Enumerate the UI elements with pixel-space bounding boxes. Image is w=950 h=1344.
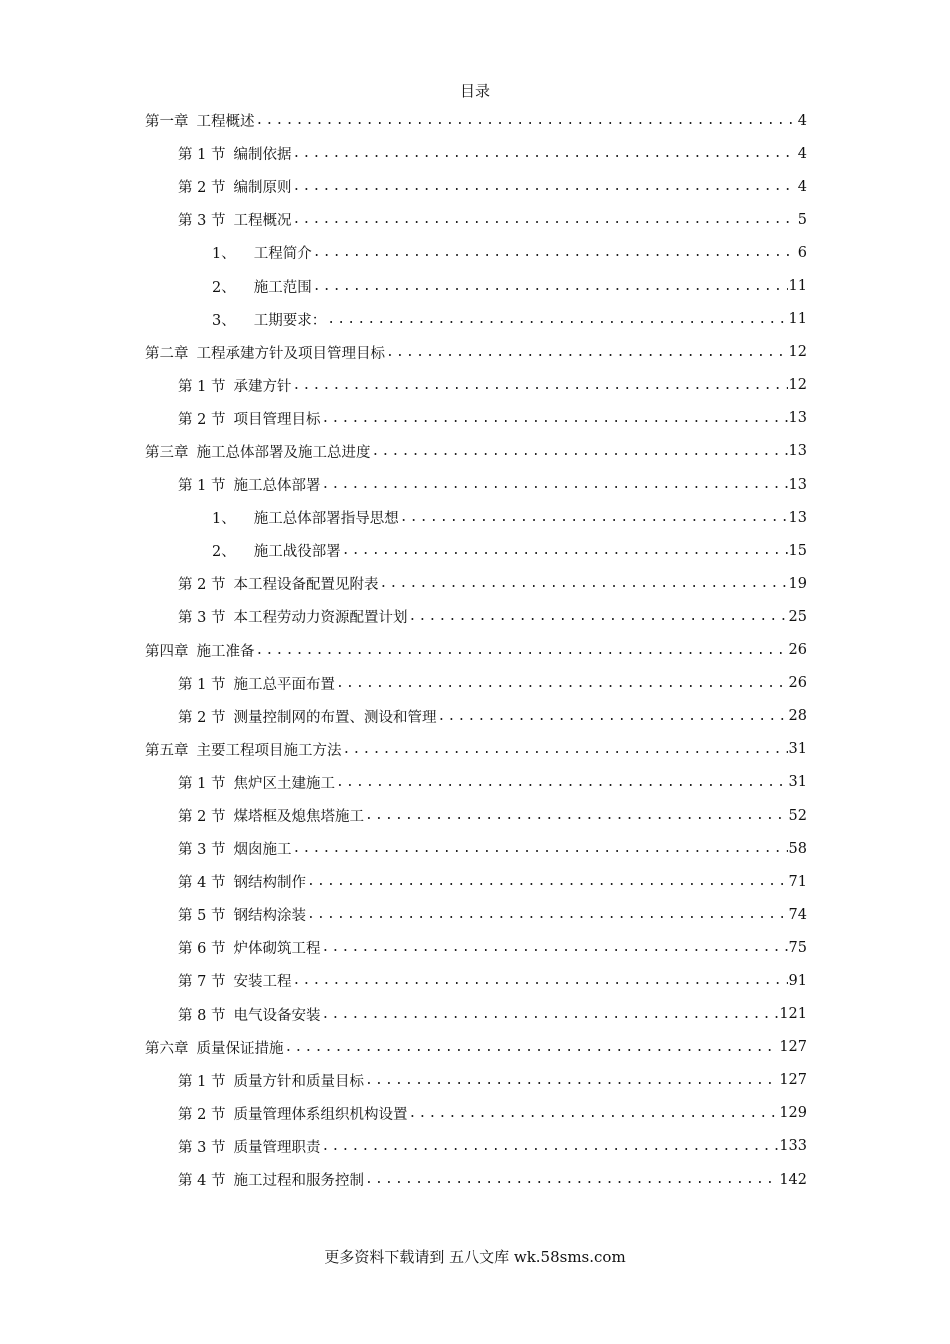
dot-leader (292, 212, 796, 227)
toc-entry-text: 施工准备 (196, 643, 255, 660)
toc-entry-label (178, 606, 407, 627)
toc-entry-text: 施工范围 (253, 279, 312, 296)
toc-entry-page-number: 11 (788, 311, 807, 328)
dot-leader (365, 1073, 778, 1088)
toc-entry-number: 2、 (212, 544, 236, 561)
toc-entry[interactable] (145, 170, 807, 203)
toc-entry-label (212, 540, 341, 561)
toc-title: 目录 (459, 82, 490, 100)
toc-entry-label (178, 904, 306, 925)
toc-entry-number: 1、 (212, 246, 236, 263)
toc-entry-number: 第 3 节 (178, 610, 226, 627)
toc-entry-page-number: 5 (797, 211, 807, 228)
toc-entry-number: 第 6 节 (178, 941, 226, 958)
toc-entry-page-number: 26 (788, 675, 807, 692)
toc-entry-page-number: 28 (788, 708, 807, 725)
toc-entry-label (178, 772, 335, 793)
toc-entry[interactable] (145, 435, 807, 468)
toc-entry-page-number: 121 (779, 1006, 807, 1023)
dot-leader (256, 113, 797, 128)
toc-entry-text: 项目管理目标 (233, 411, 321, 428)
toc-entry-text: 质量方针和质量目标 (233, 1073, 364, 1090)
toc-entry-text: 施工总平面布置 (233, 676, 335, 693)
toc-entry-text: 钢结构制作 (233, 875, 306, 892)
toc-entry[interactable] (145, 1097, 807, 1130)
toc-entry-text: 编制原则 (233, 180, 292, 197)
toc-entry-label (212, 507, 399, 528)
toc-entry-number: 第六章 (145, 1040, 189, 1057)
toc-entry[interactable] (145, 369, 807, 402)
toc-entry[interactable] (145, 104, 807, 137)
toc-entry[interactable] (145, 269, 807, 302)
toc-entry[interactable] (145, 1163, 807, 1196)
toc-entry-page-number: 75 (788, 939, 807, 956)
toc-entry-number: 第 3 节 (178, 842, 226, 859)
toc-entry-number: 第 4 节 (178, 1173, 226, 1190)
toc-entry-label (145, 640, 255, 661)
toc-entry-text: 钢结构涂装 (233, 908, 306, 925)
toc-entry-page-number: 74 (788, 906, 807, 923)
toc-entry-number: 2、 (212, 279, 236, 296)
dot-leader (372, 444, 788, 459)
toc-entry[interactable] (145, 534, 807, 567)
toc-entry-label (212, 276, 312, 297)
toc-entry[interactable] (145, 303, 807, 336)
toc-entry[interactable] (145, 766, 807, 799)
toc-entry-number: 1、 (212, 511, 236, 528)
toc-entry-page-number: 12 (788, 377, 807, 394)
toc-entry-text: 施工总体部署 (233, 478, 321, 495)
toc-entry-label (178, 1004, 320, 1025)
toc-entry-text: 质量保证措施 (196, 1040, 284, 1057)
table-of-contents (145, 104, 807, 1196)
toc-entry-text: 质量管理体系组织机构设置 (233, 1106, 408, 1123)
dot-leader (400, 510, 788, 525)
toc-entry-page-number: 31 (788, 774, 807, 791)
toc-entry-text: 煤塔框及熄焦塔施工 (233, 809, 364, 826)
toc-entry-label (178, 375, 291, 396)
toc-entry-text: 焦炉区土建施工 (233, 775, 335, 792)
toc-entry-number: 第 3 节 (178, 213, 226, 230)
dot-leader (365, 808, 788, 823)
dot-leader (313, 279, 788, 294)
toc-entry-label (178, 176, 291, 197)
page-footer: 更多资料下载请到 五八文库 wk.58sms.com (324, 1248, 626, 1266)
toc-entry-number: 第 2 节 (178, 411, 226, 428)
toc-entry-label (212, 242, 312, 263)
toc-entry-text: 工程简介 (253, 246, 312, 263)
toc-entry-text: 本工程劳动力资源配置计划 (233, 610, 408, 627)
toc-entry-text: 烟囱施工 (233, 842, 292, 859)
toc-entry-number: 第 1 节 (178, 478, 226, 495)
toc-entry-text: 编制依据 (233, 147, 292, 164)
dot-leader (292, 841, 787, 856)
dot-leader (336, 676, 788, 691)
toc-entry[interactable] (145, 799, 807, 832)
toc-entry-number: 第 3 节 (178, 1139, 226, 1156)
toc-entry-text: 本工程设备配置见附表 (233, 577, 379, 594)
toc-entry-page-number: 11 (788, 278, 807, 295)
toc-entry-page-number: 4 (797, 145, 807, 162)
toc-entry-page-number: 13 (788, 476, 807, 493)
dot-leader (292, 146, 796, 161)
toc-entry-label (178, 209, 291, 230)
toc-entry-page-number: 31 (788, 741, 807, 758)
toc-entry-page-number: 52 (788, 807, 807, 824)
toc-entry-label (178, 573, 378, 594)
toc-entry-page-number: 58 (788, 840, 807, 857)
toc-entry[interactable] (145, 567, 807, 600)
toc-entry[interactable] (145, 203, 807, 236)
toc-entry[interactable] (145, 832, 807, 865)
toc-entry-number: 第 2 节 (178, 809, 226, 826)
toc-entry-text: 工程承建方针及项目管理目标 (196, 345, 385, 362)
toc-entry-text: 施工总体部署指导思想 (253, 511, 399, 528)
toc-entry-number: 第二章 (145, 345, 189, 362)
dot-leader (379, 576, 787, 591)
toc-entry-page-number: 71 (788, 873, 807, 890)
toc-entry-number: 第 1 节 (178, 775, 226, 792)
dot-leader (408, 1106, 778, 1121)
toc-entry-number: 第 7 节 (178, 974, 226, 991)
toc-entry-label (178, 1070, 364, 1091)
toc-entry-label (178, 673, 335, 694)
toc-entry-text: 承建方针 (233, 378, 292, 395)
toc-entry-number: 第 4 节 (178, 875, 226, 892)
toc-entry-label (178, 474, 320, 495)
toc-entry-text: 工程概况 (233, 213, 292, 230)
toc-entry-number: 第 2 节 (178, 180, 226, 197)
toc-entry[interactable] (145, 236, 807, 269)
toc-entry-page-number: 12 (788, 344, 807, 361)
toc-entry-label (178, 408, 320, 429)
toc-entry-page-number: 142 (779, 1171, 807, 1188)
toc-entry-page-number: 127 (779, 1072, 807, 1089)
toc-entry-page-number: 13 (788, 443, 807, 460)
dot-leader (292, 973, 787, 988)
toc-entry-number: 第 5 节 (178, 908, 226, 925)
dot-leader (437, 709, 787, 724)
toc-entry[interactable] (145, 898, 807, 931)
toc-entry-text: 工期要求： (253, 312, 327, 329)
toc-entry-text: 质量管理职责 (233, 1139, 321, 1156)
toc-entry-label (178, 143, 291, 164)
toc-entry-number: 第 2 节 (178, 709, 226, 726)
dot-leader (285, 1040, 779, 1055)
toc-entry[interactable] (145, 137, 807, 170)
dot-leader (292, 179, 796, 194)
toc-entry-page-number: 6 (797, 244, 807, 261)
toc-entry-text: 安装工程 (233, 974, 292, 991)
dot-leader (321, 940, 787, 955)
toc-entry-text: 工程概述 (196, 114, 255, 131)
toc-entry-page-number: 4 (797, 112, 807, 129)
dot-leader (336, 775, 788, 790)
toc-entry-label (178, 1136, 320, 1157)
toc-entry[interactable] (145, 733, 807, 766)
toc-entry-number: 3、 (212, 312, 236, 329)
dot-leader (327, 312, 787, 327)
toc-entry[interactable] (145, 1064, 807, 1097)
toc-entry[interactable] (145, 865, 807, 898)
dot-leader (386, 345, 788, 360)
toc-entry-text: 施工总体部署及施工总进度 (196, 444, 371, 461)
toc-entry[interactable] (145, 1130, 807, 1163)
dot-leader (321, 477, 787, 492)
toc-entry[interactable] (145, 336, 807, 369)
toc-entry-number: 第 1 节 (178, 1073, 226, 1090)
toc-entry-number: 第四章 (145, 643, 189, 660)
toc-entry-number: 第三章 (145, 444, 189, 461)
toc-entry-label (145, 441, 371, 462)
toc-entry[interactable] (145, 468, 807, 501)
toc-entry-text: 电气设备安装 (233, 1007, 321, 1024)
toc-entry[interactable] (145, 931, 807, 964)
toc-entry-page-number: 127 (779, 1039, 807, 1056)
toc-entry-label (178, 937, 320, 958)
toc-entry-page-number: 13 (788, 410, 807, 427)
toc-entry-number: 第一章 (145, 114, 189, 131)
toc-entry-page-number: 13 (788, 509, 807, 526)
toc-entry[interactable] (145, 501, 807, 534)
toc-entry-number: 第 2 节 (178, 1106, 226, 1123)
dot-leader (321, 411, 787, 426)
dot-leader (307, 907, 788, 922)
dot-leader (292, 378, 787, 393)
dot-leader (321, 1139, 778, 1154)
toc-entry[interactable] (145, 700, 807, 733)
toc-entry-label (178, 970, 291, 991)
toc-entry[interactable] (145, 634, 807, 667)
toc-entry-page-number: 133 (779, 1138, 807, 1155)
toc-entry-label (178, 706, 436, 727)
toc-entry-label (212, 309, 326, 330)
toc-entry-text: 施工过程和服务控制 (233, 1173, 364, 1190)
dot-leader (313, 245, 796, 260)
toc-entry-label (178, 1103, 407, 1124)
toc-entry[interactable] (145, 402, 807, 435)
toc-entry-text: 测量控制网的布置、测设和管理 (233, 709, 437, 726)
toc-entry-text: 施工战役部署 (253, 544, 341, 561)
dot-leader (365, 1172, 778, 1187)
dot-leader (256, 643, 788, 658)
dot-leader (408, 609, 787, 624)
toc-entry-page-number: 91 (788, 972, 807, 989)
dot-leader (343, 742, 788, 757)
toc-entry-label (178, 1169, 364, 1190)
toc-entry-page-number: 129 (779, 1105, 807, 1122)
toc-entry-label (145, 342, 385, 363)
toc-entry-number: 第五章 (145, 742, 189, 759)
dot-leader (307, 874, 788, 889)
toc-entry[interactable] (145, 998, 807, 1031)
toc-entry[interactable] (145, 1031, 807, 1064)
toc-entry-page-number: 26 (788, 642, 807, 659)
toc-entry-number: 第 1 节 (178, 147, 226, 164)
toc-entry-page-number: 15 (788, 542, 807, 559)
toc-entry[interactable] (145, 600, 807, 633)
toc-entry-page-number: 4 (797, 178, 807, 195)
toc-entry-label (145, 1037, 284, 1058)
toc-entry-label (178, 838, 291, 859)
toc-entry-number: 第 1 节 (178, 378, 226, 395)
toc-entry-label (145, 110, 255, 131)
toc-entry-number: 第 1 节 (178, 676, 226, 693)
toc-entry-label (178, 871, 306, 892)
toc-entry-text: 炉体砌筑工程 (233, 941, 321, 958)
dot-leader (342, 543, 788, 558)
toc-entry-number: 第 2 节 (178, 577, 226, 594)
toc-entry-page-number: 25 (788, 608, 807, 625)
toc-entry[interactable] (145, 667, 807, 700)
toc-entry-label (145, 739, 342, 760)
toc-entry-text: 主要工程项目施工方法 (196, 742, 342, 759)
toc-entry-page-number: 19 (788, 575, 807, 592)
dot-leader (321, 1007, 778, 1022)
toc-entry[interactable] (145, 964, 807, 997)
toc-entry-number: 第 8 节 (178, 1007, 226, 1024)
toc-entry-label (178, 805, 364, 826)
